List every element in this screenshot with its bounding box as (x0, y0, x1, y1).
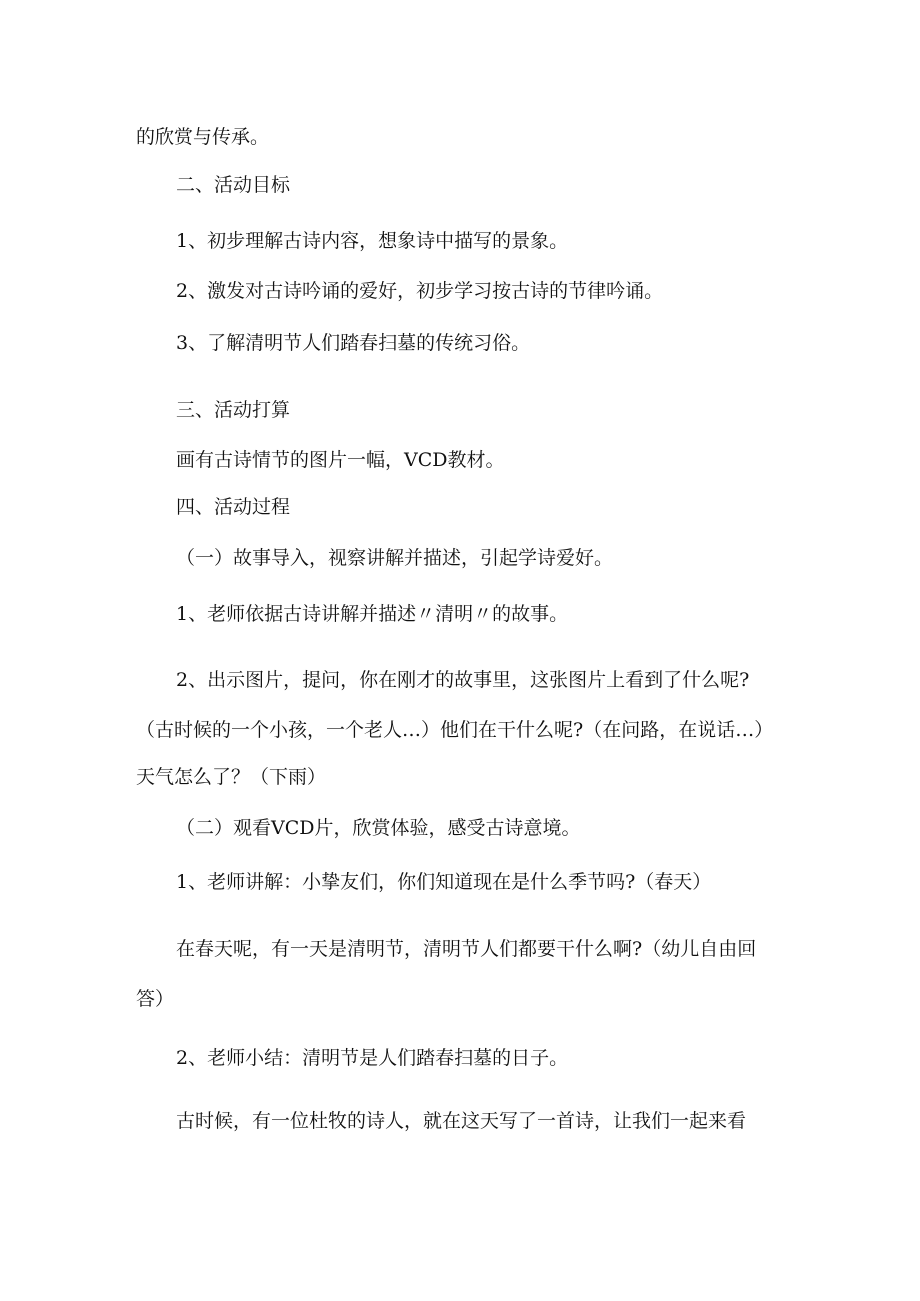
list-item: 2、老师小结：清明节是人们踏春扫墓的日子。 (176, 1047, 569, 1069)
list-item: 2、出示图片，提问，你在刚才的故事里，这张图片上看到了什么呢? (176, 669, 750, 691)
text-line: （古时候的一个小孩，一个老人…）他们在干什么呢?（在问路，在说话…） (136, 719, 774, 741)
subsection-heading: （二）观看VCD片，欣赏体验，感受古诗意境。 (176, 817, 581, 839)
list-item: 1、初步理解古诗内容，想象诗中描写的景象。 (176, 230, 569, 252)
section-heading: 二、活动目标 (176, 174, 291, 196)
text-line: 画有古诗情节的图片一幅，VCD教材。 (176, 449, 505, 471)
list-item: 2、激发对古诗吟诵的爱好，初步学习按古诗的节律吟诵。 (176, 280, 664, 302)
text-line: 古时候，有一位杜牧的诗人，就在这天写了一首诗，让我们一起来看 (176, 1110, 747, 1132)
list-item: 1、老师依据古诗讲解并描述〃清明〃的故事。 (176, 603, 569, 625)
text-line: 的欣赏与传承。 (136, 126, 270, 148)
subsection-heading: （一）故事导入，视察讲解并描述，引起学诗爱好。 (176, 547, 614, 569)
list-item: 3、了解清明节人们踏春扫墓的传统习俗。 (176, 332, 531, 354)
text-line: 在春天呢，有一天是清明节，清明节人们都要干什么啊?（幼儿自由回 (176, 938, 757, 960)
list-item: 1、老师讲解：小挚友们，你们知道现在是什么季节吗?（春天） (176, 871, 712, 893)
text-line: 答） (136, 988, 175, 1010)
text-line: 天气怎么了？（下雨） (136, 766, 327, 788)
section-heading: 四、活动过程 (176, 496, 291, 518)
section-heading: 三、活动打算 (176, 399, 291, 421)
